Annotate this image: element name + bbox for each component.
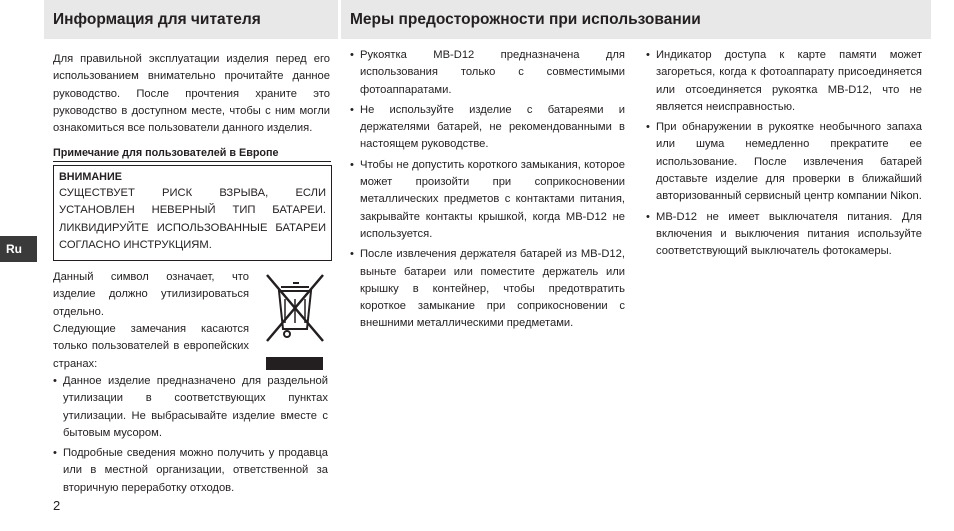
europe-note-heading: Примечание для пользователей в Европе <box>53 147 331 162</box>
disposal-bar-mark <box>266 357 323 370</box>
page-number: 2 <box>53 498 61 513</box>
disposal-bullet-list <box>53 373 328 500</box>
list-item: • При обнаружении в рукоятке необычного запаха или шума немедленно прекратите ее использование. После извлечения батарей доставьте изделие для проверки в ближайший авторизованный сервисный центр компании Nikon. <box>646 119 922 205</box>
precautions-column-1 <box>350 47 625 336</box>
section-title-precautions: Меры предосторожности при использовании <box>350 10 701 28</box>
list-item: • Чтобы не допустить короткого замыкания, которое может произойти при соприкосновении металлических предметов с контактами питания, закрывайте контакты крышкой, когда MB-D12 не используется. <box>350 157 625 243</box>
list-item: • Данное изделие предназначено для раздельной утилизации в соответствующих пунктах утилизации. Не выбрасывайте изделие вместе с бытовым мусором. <box>53 373 328 442</box>
list-item: • Индикатор доступа к карте памяти может загореться, когда к фотоаппарату присоединяется или отсоединяется рукоятка MB-D12, что не является неисправностью. <box>646 47 922 116</box>
section-header-reader-info <box>44 0 338 39</box>
precautions-column-2 <box>646 47 922 264</box>
language-tab: Ru <box>0 236 37 262</box>
warning-title: ВНИМАНИЕ <box>59 171 122 183</box>
list-item: • Рукоятка MB-D12 предназначена для использования только с совместимыми фотоаппаратами. <box>350 47 625 99</box>
warning-text: СУЩЕСТВУЕТ РИСК ВЗРЫВА, ЕСЛИ УСТАНОВЛЕН НЕВЕРНЫЙ ТИП БАТАРЕИ. ЛИКВИДИРУЙТЕ ИСПОЛЬЗОВАННЫЕ БАТАРЕИ СОГЛАСНО ИНСТРУКЦИЯМ. <box>59 187 326 251</box>
list-item: • Не используйте изделие с батареями и держателями батарей, не рекомендованными в настоящем руководстве. <box>350 102 625 154</box>
list-item: • После извлечения держателя батарей из MB-D12, выньте батареи или поместите держатель или крышку в контейнер, чтобы предотвратить короткое замыкание при соприкосновении с внешними металлическими предметами. <box>350 246 625 332</box>
section-header-precautions <box>341 0 931 39</box>
disposal-symbol-text: Данный символ означает, что изделие должно утилизироваться отдельно. <box>53 271 249 318</box>
list-item: • Подробные сведения можно получить у продавца или в местной организации, ответственной за вторичную переработку отходов. <box>53 445 328 497</box>
intro-paragraph: Для правильной эксплуатации изделия перед его использованием внимательно прочитайте данное руководство. После прочтения храните это руководство в доступном месте, чтобы с ним могли ознакомиться все пользователи данного изделия. <box>53 53 330 135</box>
disposal-applies-text: Следующие замечания касаются только пользователей в европейских странах: <box>53 323 249 370</box>
list-item: • MB-D12 не имеет выключателя питания. Для включения и выключения питания используйте соответствующий выключатель фотокамеры. <box>646 209 922 261</box>
warning-box <box>53 165 332 261</box>
crossed-out-wheelie-bin-icon <box>263 271 327 345</box>
section-title-reader-info: Информация для читателя <box>53 10 261 28</box>
